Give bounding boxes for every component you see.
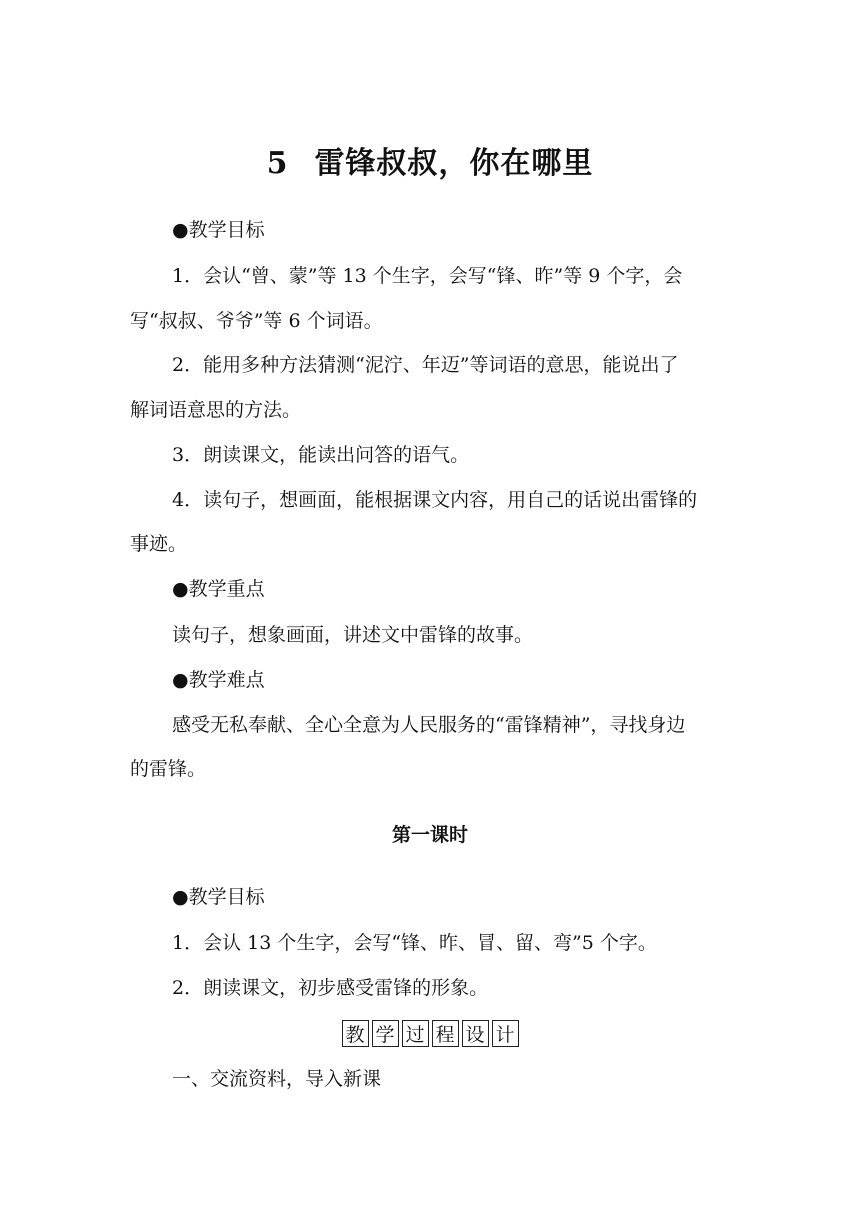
difficulties-line-1: 感受无私奉献、全心全意为人民服务的“雷锋精神”，寻找身边: [172, 714, 686, 736]
teaching-goals-heading: ●教学目标: [172, 219, 265, 241]
lesson-1-goal-2: 2．朗读课文，初步感受雷锋的形象。: [172, 977, 489, 999]
lesson-title: 雷锋叔叔，你在哪里: [314, 146, 594, 181]
page-title: [0, 138, 860, 182]
difficulties-line-2: 的雷锋。: [130, 758, 207, 780]
process-char-box: 学: [372, 1020, 399, 1047]
key-points-text: 读句子，想象画面，讲述文中雷锋的故事。: [172, 624, 534, 646]
process-design-boxes: [0, 1020, 860, 1047]
process-char-box: 计: [492, 1020, 519, 1047]
step-1-heading: 一、交流资料，导入新课: [172, 1068, 382, 1090]
lesson-1-goal-1: 1．会认 13 个生字，会写“锋、昨、冒、留、弯”5 个字。: [172, 932, 657, 954]
lesson-number: 5: [266, 146, 289, 181]
goal-1-line-2: 写“叔叔、爷爷”等 6 个词语。: [130, 310, 383, 332]
goal-2-line-1: 2．能用多种方法猜测“泥泞、年迈”等词语的意思，能说出了: [172, 354, 679, 376]
goal-4-line-1: 4．读句子，想画面，能根据课文内容，用自己的话说出雷锋的: [172, 489, 698, 511]
process-char-box: 教: [342, 1020, 369, 1047]
goal-4-line-2: 事迹。: [130, 533, 188, 555]
goal-3: 3．朗读课文，能读出问答的语气。: [172, 444, 470, 466]
lesson-1-heading: 第一课时: [391, 824, 468, 846]
goal-1-line-1: 1．会认“曾、蒙”等 13 个生字，会写“锋、昨”等 9 个字，会: [172, 265, 683, 287]
process-char-box: 程: [432, 1020, 459, 1047]
key-points-heading: ●教学重点: [172, 578, 265, 600]
lesson-1-goals-heading: ●教学目标: [172, 886, 265, 908]
goal-2-line-2: 解词语意思的方法。: [130, 399, 302, 421]
process-char-box: 过: [402, 1020, 429, 1047]
difficulties-heading: ●教学难点: [172, 669, 265, 691]
process-char-box: 设: [462, 1020, 489, 1047]
